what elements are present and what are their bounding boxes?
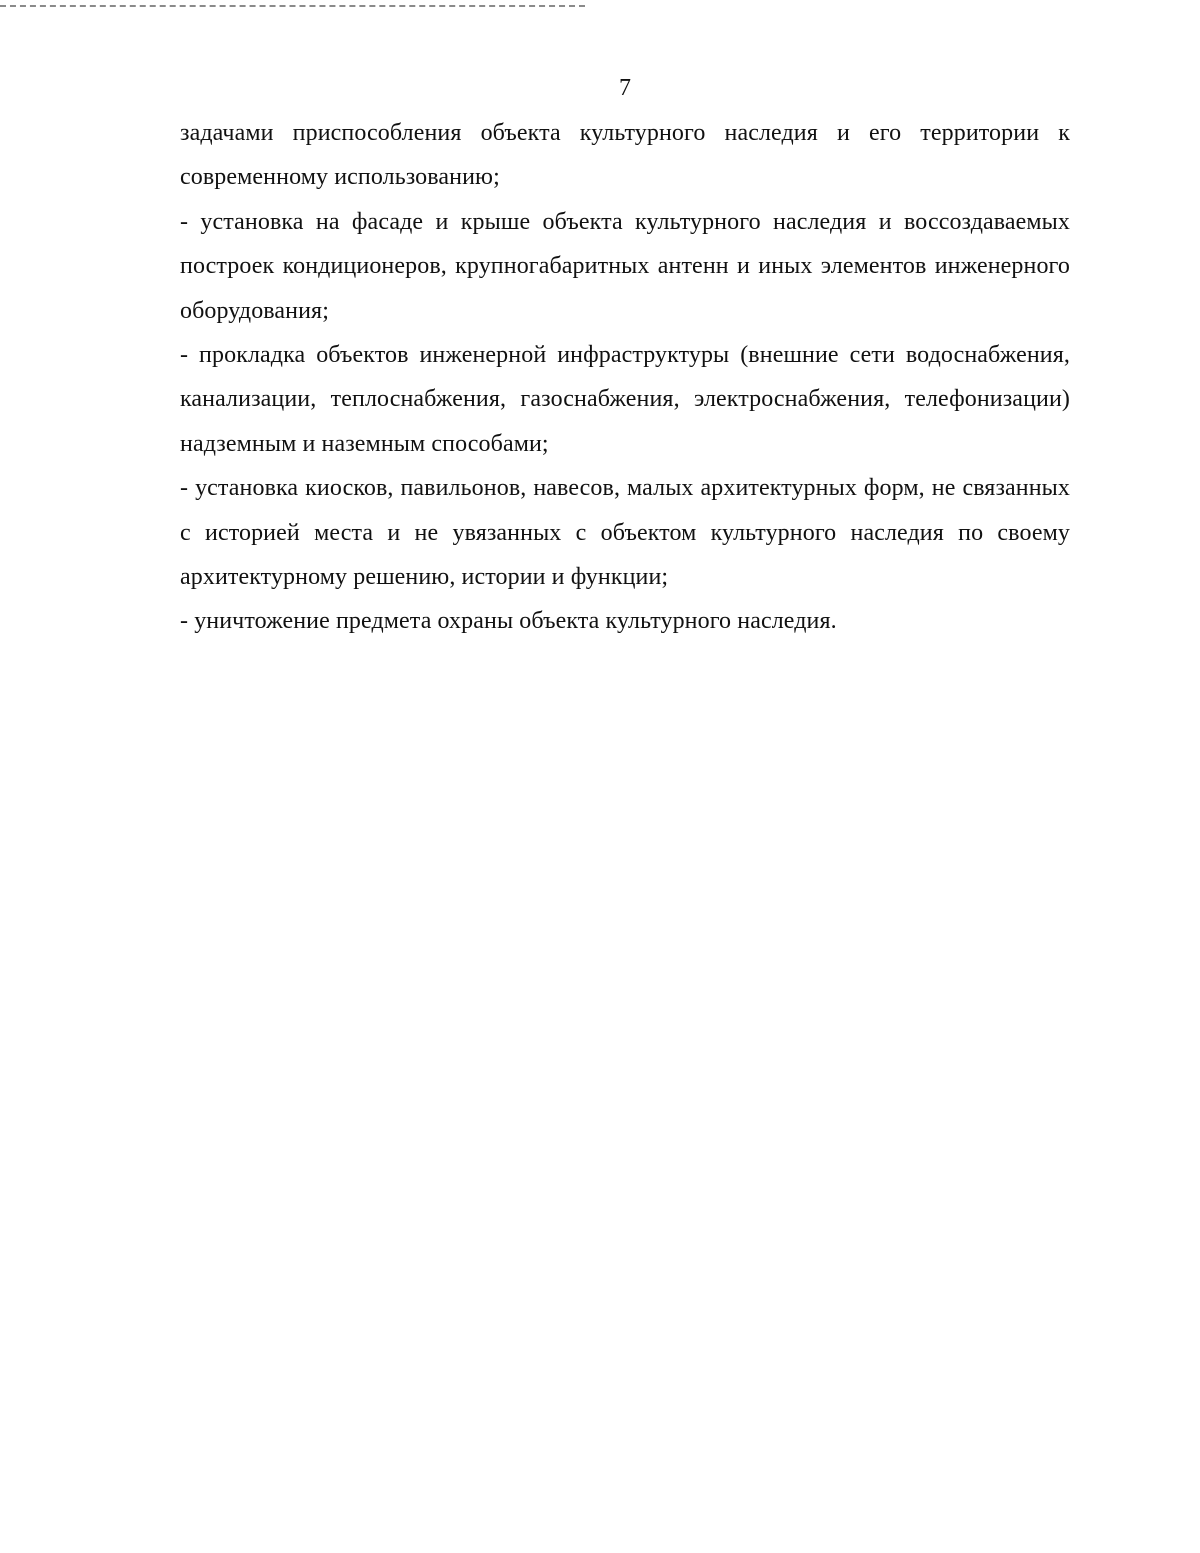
scan-dashed-edge [0,5,585,7]
document-body [180,111,1070,644]
page-number: 7 [619,75,631,101]
paragraph-equipment-installation: - установка на фасаде и крыше объекта культурного наследия и воссоздаваемых построек кондиционеров, крупногабаритных антенн и иных элементов инженерного оборудования; [180,208,1070,324]
paragraph-kiosks-installation: - установка киосков, павильонов, навесов, малых архитектурных форм, не связанных с историей места и не увязанных с объектом культурного наследия по своему архитектурному решению, истории и функции; [180,475,1070,591]
paragraph-infrastructure-laying: - прокладка объектов инженерной инфраструктуры (внешние сети водоснабжения, канализации, теплоснабжения, газоснабжения, электроснабжения, телефонизации) надземным и наземным способами; [180,342,1070,457]
paragraph-destruction: - уничтожение предмета охраны объекта культурного наследия. [180,608,837,635]
paragraph-adaptation-tasks: задачами приспособления объекта культурного наследия и его территории к современному использованию; [180,120,1070,191]
